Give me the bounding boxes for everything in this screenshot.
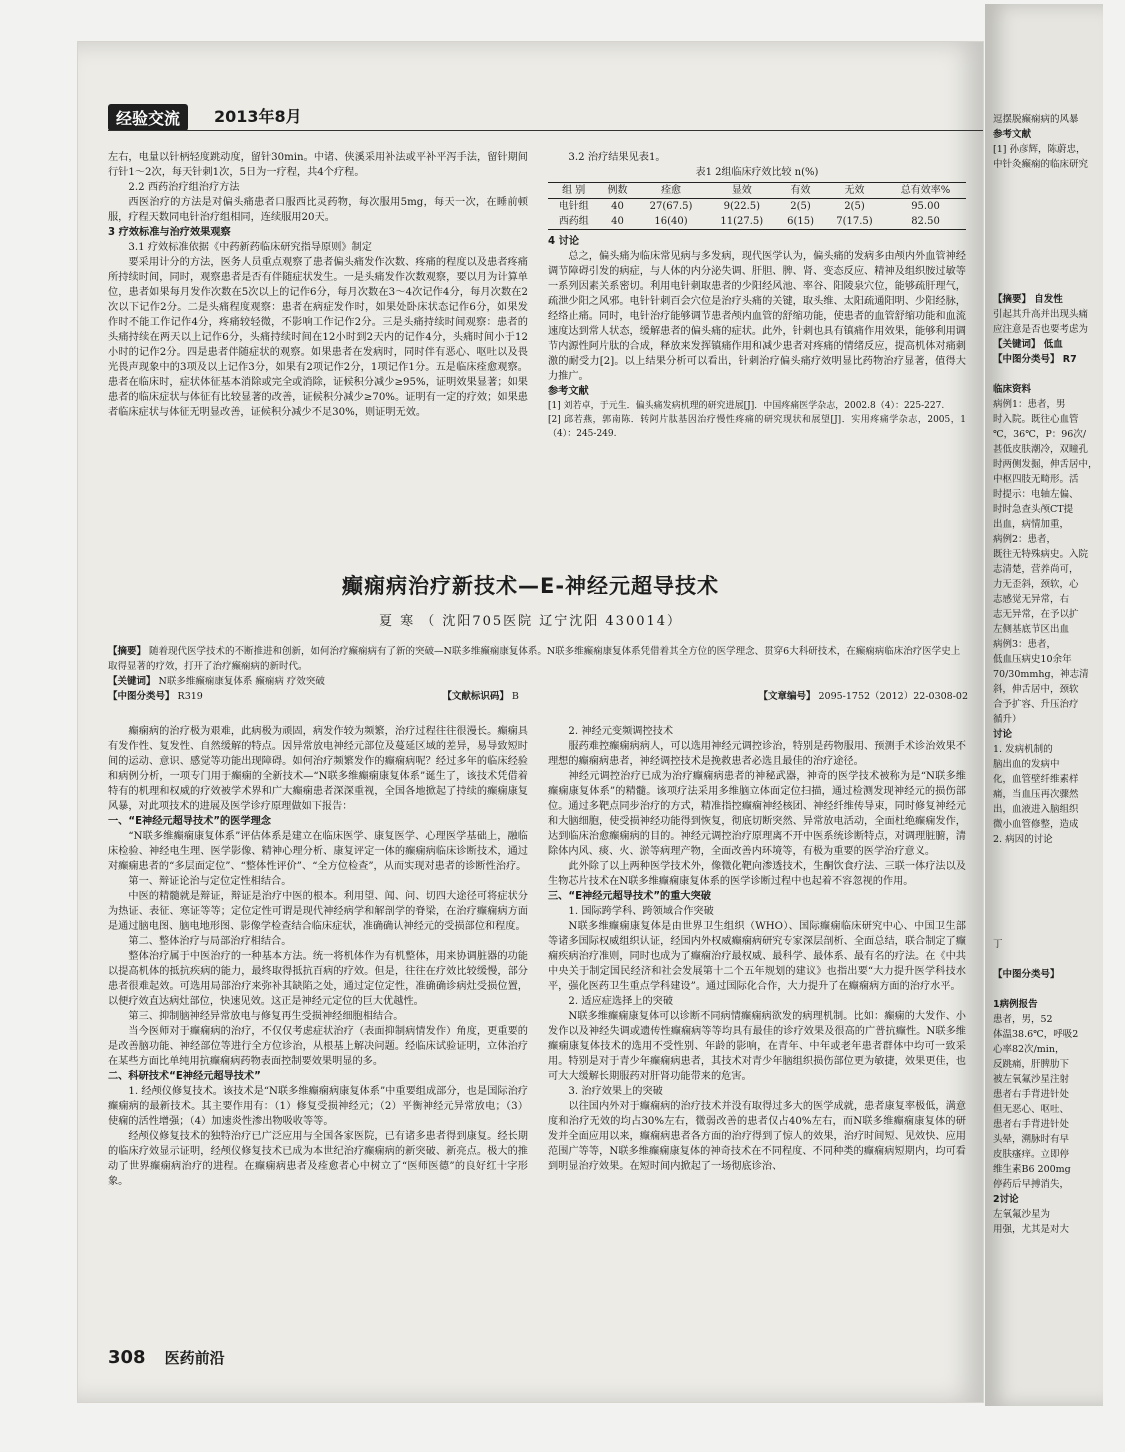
adjacent-page-line: 力无歪斜，颈软，心 bbox=[993, 579, 1079, 590]
adjacent-page-line bbox=[993, 277, 1103, 292]
adjacent-page-line bbox=[993, 952, 1103, 967]
body-left-column bbox=[108, 724, 528, 1189]
adjacent-page-line: 中针灸癫痫的临床研究 bbox=[993, 159, 1089, 170]
reference-item: [2] 邱若燕，郭南陈．转阿片肽基因治疗慢性疼痛的研究现状和展望[J]．实用疼痛学杂志，2005，1（4）：245-249. bbox=[548, 415, 966, 439]
references-title: 参考文献 bbox=[548, 386, 589, 397]
article-number-label: 【文章编号】 bbox=[758, 691, 816, 702]
adjacent-page-line: 维生素B6 200mg bbox=[993, 1164, 1071, 1175]
paragraph: 癫痫病的治疗极为艰难，此病极为顽固，病发作较为频繁，治疗过程往往很漫长。癫痫具有发作性、复发性、自然缓解的特点。因异常放电神经元部位及蔓延区域的差异，易导致短时间的运动、意识、感觉等功能出现障碍。如何治疗频繁发作的癫痫病呢？经过多年的临床经验和病例分析，一项专门用于癫痫的全新技术—“N联多维癫痫康复体系”诞生了，该技术凭借着特有的机理和权威的疗效被学术界和广大癫痫患者深深重视，全国各地掀起了持续的癫痫康复风暴，对此项技术的进展及医学诊疗原理做如下报告： bbox=[108, 726, 528, 812]
paragraph: 要采用计分的方法，医务人员重点观察了患者偏头痛发作次数、疼痛的程度以及患者疼痛所持续时间，同时，观察患者是否有伴随症状发生。一是头痛发作次数观察，要以月为计算单位，患者如果每月发作次数在5次以上的记作6分，每月次数在3～4次记作4分，每月次数在2次以下记作2分。二是头痛程度观察：患者在病症发作时，如果处卧床状态记作6分，如果发作时不能工作记作4分，疼痛较轻微，不影响工作记作2分。三是头痛持续时间观察：患者的头痛持续在两天以上记作6分，头痛持续时间在12小时到2天内的记作4分，头痛时间小于12小时的记作2分。四是患者伴随症状的观察。如果患者在发病时，同时伴有恶心、呕吐以及畏光畏声现象中的3项及以上记作3分，如果有2项记作2分，1项记作1分。五是临床痊愈观察。患者在临床时，症状体征基本消除或完全或消除，证候积分减少≥95%，证明效果显著；如果患者的临床症状与体征有比较显著的改善，证候积分减少≥70%。证明有一定的疗效；如果患者临床症状与体征无明显改善，证候积分减少不足30%，则证明无效。 bbox=[108, 257, 528, 418]
keywords bbox=[108, 674, 968, 689]
adjacent-page-line bbox=[993, 172, 1103, 187]
paragraph: 神经元调控治疗已成为治疗癫痫病患者的神秘武器，神奇的医学技术被称为是“N联多维癫痫康复体系”的精髓。该项疗法采用多维脑立体面定位扫描，通过检测发现神经元的损伤部位。通过多靶点同步治疗的方式，精准指控癫痫神经核团、神经纤维传导束，同时修复神经元和大脑细胞，使受损神经功能得到恢复，彻底切断突然、异常放电活动，全面杜绝癫痫发作，达到临床治愈癫痫病的目的。神经元调控治疗原理离不开中医系统诊断特点，对调理脏腑，清除体内风、痰、火、淤等病理产物，全面改善内环境等，有极为重要的医学治疗意义。 bbox=[548, 771, 966, 857]
adjacent-page-line: 参考文献 bbox=[993, 129, 1032, 140]
header-rule bbox=[108, 130, 983, 131]
table-cell: 7(17.5) bbox=[836, 216, 873, 227]
subheading: 2. 适应症选择上的突破 bbox=[568, 996, 674, 1007]
adjacent-page-line bbox=[993, 367, 1103, 382]
adjacent-page-line: 病例2：患者， bbox=[993, 534, 1057, 545]
adjacent-page-line: [1] 孙彦辉，陈蔚忠， bbox=[993, 144, 1086, 155]
adjacent-page-line: 1. 发病机制的 bbox=[993, 744, 1053, 755]
adjacent-page-line: 出血，病情加重， bbox=[993, 519, 1070, 530]
issue-date: 2013年8月 bbox=[214, 107, 302, 126]
doc-code-value: B bbox=[511, 691, 519, 702]
adjacent-page-line: 志无异常，在予以扩 bbox=[993, 609, 1079, 620]
adjacent-page-line: 【摘要】 自发性 bbox=[993, 294, 1063, 305]
adjacent-page-line: 逗摆脱癫痫病的风暴 bbox=[993, 114, 1079, 125]
subheading: 1. 国际跨学科、跨领域合作突破 bbox=[568, 906, 714, 917]
paragraph: 整体治疗属于中医治疗的一种基本方法。统一将机体作为有机整体，用来协调脏器的功能以提高机体的抵抗疾病的能力，最终取得抵抗百病的疗效。但是，往往在疗效比较缓慢，部分患者很难起效。可选用局部治疗来弥补其缺陷之处，通过定位定性，准确确诊病灶受损位置，以便疗效直达病灶部位，快速见效。这正是神经元定位的巨大优越性。 bbox=[108, 951, 528, 1007]
abstract bbox=[108, 644, 968, 674]
adjacent-page-line: 志感觉无异常，右 bbox=[993, 594, 1070, 605]
top-right-column bbox=[548, 150, 966, 441]
article-number-value: 2095-1752（2012）22-0308-02 bbox=[818, 691, 968, 702]
adjacent-page-line: 微小血管修整，造成 bbox=[993, 819, 1079, 830]
subheading: 第三、抑制脑神经异常放电与修复再生受损神经细胞相结合。 bbox=[128, 1011, 404, 1022]
adjacent-page-line: 出，血液进入脑组织 bbox=[993, 804, 1079, 815]
adjacent-page-line: 但无恶心、呕吐、 bbox=[993, 1104, 1070, 1115]
adjacent-page-line: 时时急查头颅CT提 bbox=[993, 504, 1074, 515]
subheading: 第一、辩证论治与定位定性相结合。 bbox=[128, 876, 292, 887]
results-table bbox=[548, 182, 966, 230]
adjacent-page-line: 心率82次/min， bbox=[993, 1044, 1065, 1055]
subheading: 3.2 治疗结果见表1。 bbox=[568, 152, 666, 163]
page-number: 308 bbox=[108, 1347, 146, 1368]
adjacent-page-line: 停药后早搏消失， bbox=[993, 1179, 1070, 1190]
adjacent-page-line: 痛，当血压再次骤然 bbox=[993, 789, 1079, 800]
abstract-label: 【摘要】 bbox=[108, 646, 147, 657]
adjacent-page-line bbox=[993, 982, 1103, 997]
section-heading: 一、“E神经元超导技术”的医学理念 bbox=[108, 816, 271, 827]
adjacent-page-line: 低血压病史10余年 bbox=[993, 654, 1072, 665]
paragraph: 中医的精髓就是辩证，辩证是治疗中医的根本。利用望、闻、问、切四大途径可将症状分为热证、表征、寒证等等；定位定性可谓是现代神经病学和解剖学的脊梁，在治疗癫痫病方面是通过脑电图、脑电地形图、影像学检查结合临床症状，准确确认神经元的受损部位和程度。 bbox=[108, 891, 528, 932]
table-header-cell: 显效 bbox=[731, 185, 752, 196]
adjacent-page-line bbox=[993, 862, 1103, 877]
adjacent-page-line: 时两侧发掘，伸舌居中， bbox=[993, 459, 1098, 470]
table-cell: 电针组 bbox=[558, 201, 589, 212]
adjacent-page-line: 皮肤瘙痒。立即停 bbox=[993, 1149, 1070, 1160]
adjacent-page-line: 2讨论 bbox=[993, 1194, 1019, 1205]
table-row bbox=[548, 199, 966, 215]
table-cell: 2(5) bbox=[844, 201, 865, 212]
adjacent-page-line: 70/30mmhg，神志清 bbox=[993, 669, 1089, 680]
table-header-cell: 痊愈 bbox=[661, 185, 682, 196]
adjacent-page-line: 合予扩容、升压治疗 bbox=[993, 699, 1079, 710]
adjacent-page-line: 中枢四肢无畸形。活 bbox=[993, 474, 1079, 485]
table-body bbox=[548, 199, 966, 230]
paragraph: 此外除了以上两种医学技术外，像微化靶向渗透技术，生酮饮食疗法、三联一体疗法以及生物芯片技术在N联多维癫痫康复体系的医学诊断过程中也起着不容忽视的作用。 bbox=[548, 861, 966, 887]
adjacent-page-line: 2. 病因的讨论 bbox=[993, 834, 1053, 845]
table-header-row bbox=[548, 183, 966, 199]
adjacent-page-line: 时提示：电轴左偏、 bbox=[993, 489, 1079, 500]
adjacent-page-line: 丁 bbox=[993, 939, 1003, 950]
adjacent-page-line bbox=[993, 187, 1103, 202]
table-cell: 95.00 bbox=[911, 201, 940, 212]
table-header-cell: 有效 bbox=[790, 185, 811, 196]
table-cell: 2(5) bbox=[790, 201, 811, 212]
adjacent-page-line: 体温38.6℃，呼吸2 bbox=[993, 1029, 1079, 1040]
adjacent-page-line bbox=[993, 247, 1103, 262]
adjacent-page-line bbox=[993, 262, 1103, 277]
paragraph: 当今医师对于癫痫病的治疗，不仅仅考虑症状治疗（表面抑制病情发作）角度，更重要的是改善脑功能、神经部位等进行全方位诊治，从根基上解决问题。经临床试验证明，立体治疗在某些方面比单纯用抗癫痫病药物表面控制要效果明显的多。 bbox=[108, 1026, 528, 1067]
classification-line bbox=[108, 689, 968, 704]
adjacent-page-line: 【中图分类号】 R7 bbox=[993, 354, 1077, 365]
reference-item: [1] 刘若卓，于元生．偏头痛发病机理的研究进展[J]．中国疼痛医学杂志，2002.8（4）：225-227. bbox=[548, 401, 945, 411]
paragraph: N联多维癫痫康复体可以诊断不同病情癫痫病欲发的病理机制。比如：癫痫的大发作、小发作以及神经失调或遗传性癫痫病等等均具有最佳的诊疗效果及很高的广普抗癫性。N联多维癫痫康复体技术的选用不受性别、年龄的影响，在青年、中年或老年患者群体中均可一致采用。特别是对于青少年癫痫病患者，其技术对青少年脑组织损伤部位更为敏捷，效果更佳，也可大大缓解长期服药对肝肾功能带来的危害。 bbox=[548, 1011, 966, 1082]
article-author: 夏 寒 （ 沈阳705医院 辽宁沈阳 430014） bbox=[378, 614, 683, 629]
adjacent-page-line: 患者右手背进针处 bbox=[993, 1089, 1070, 1100]
paragraph: 服药难控癫痫病病人，可以选用神经元调控诊治，特别是药物服用、预测手术诊治效果不理想的癫痫病患者，神经调控技术是挽救患者必选且最佳的治疗途径。 bbox=[548, 741, 966, 767]
adjacent-page-line: 病例3：患者， bbox=[993, 639, 1057, 650]
adjacent-page-line: 病例1：患者，男 bbox=[993, 399, 1066, 410]
table-cell: 40 bbox=[611, 201, 624, 212]
adjacent-page-line bbox=[993, 847, 1103, 862]
clc-value: R319 bbox=[177, 691, 203, 702]
subheading: 2.2 西药治疗组治疗方法 bbox=[128, 182, 240, 193]
adjacent-page-line: 甚低皮肤潮冷，双瞳孔 bbox=[993, 444, 1089, 455]
paragraph: 1. 经颅仪修复技术。该技术是“N联多维癫痫病康复体系”中重要组成部分，也是国际治疗癫痫病的最新技术。其主要作用有：（1）修复受损神经元；（2）平衡神经元异常放电；（3）使痫的活性增强；（4）加速炎性渗出物吸收等等。 bbox=[108, 1086, 528, 1127]
adjacent-page-line: 斜，伸舌居中，颈软 bbox=[993, 684, 1079, 695]
subheading: 3.1 疗效标准依据《中药新药临床研究指导原则》制定 bbox=[128, 242, 372, 253]
abstract-block bbox=[108, 644, 968, 704]
adjacent-page-line: 【关键词】 低血 bbox=[993, 339, 1063, 350]
adjacent-page-line: 患者，男，52 bbox=[993, 1014, 1053, 1025]
table-cell: 82.50 bbox=[911, 216, 940, 227]
adjacent-page-line: 应注意是否也要考虑为 bbox=[993, 324, 1089, 335]
page-header bbox=[108, 104, 983, 134]
adjacent-page-line: ℃，36℃，P：96次/ bbox=[993, 429, 1087, 440]
table-header-cell: 组 别 bbox=[562, 185, 586, 196]
adjacent-page bbox=[985, 4, 1103, 1406]
adjacent-page-line: 引起其升高并出现头痛 bbox=[993, 309, 1089, 320]
body-right-column bbox=[548, 724, 966, 1174]
adjacent-page-line: 用强，尤其是对大 bbox=[993, 1224, 1070, 1235]
adjacent-page-line: 志清楚，营养尚可， bbox=[993, 564, 1079, 575]
adjacent-page-line bbox=[993, 922, 1103, 937]
table-header-cell: 总有效率% bbox=[900, 185, 951, 196]
table-row bbox=[548, 214, 966, 230]
section-heading: 4 讨论 bbox=[548, 236, 580, 247]
adjacent-page-line: 循升） bbox=[993, 714, 1022, 725]
paragraph: 以往国内外对于癫痫病的治疗技术并没有取得过多大的医学成就，患者康复率极低，满意度和治疗无效的均占30%左右，微弱改善的患者仅占40%左右，而N联多维癫痫康复体的研发并全面应用以来，癫痫病患者各方面的治疗得到了惊人的效果，治疗时间短、见效快、应用范围广等等，N联多维癫痫康复体的神奇技术在不同程度、不同种类的癫痫病短期内，均可看到明显治疗效果。在短时间内掀起了一场彻底诊治、 bbox=[548, 1101, 966, 1172]
article-title: 癫痫病治疗新技术—E-神经元超导技术 bbox=[341, 574, 720, 598]
section-heading: 二、科研技术“E神经元超导技术” bbox=[108, 1071, 261, 1082]
adjacent-page-line: 化，血管壁纤维素样 bbox=[993, 774, 1079, 785]
adjacent-page-line bbox=[993, 877, 1103, 892]
adjacent-page-line: 时入院。既往心血管 bbox=[993, 414, 1079, 425]
subheading: 第二、整体治疗与局部治疗相结合。 bbox=[128, 936, 292, 947]
adjacent-page-line: 反跳痛，肝脾肋下 bbox=[993, 1059, 1070, 1070]
adjacent-page-line: 患者右手背进针处 bbox=[993, 1119, 1070, 1130]
table-cell: 40 bbox=[611, 216, 624, 227]
paragraph: “N联多维癫痫康复体系”评估体系是建立在临床医学、康复医学、心理医学基础上，融临床检验、神经电生理、医学影像、精神心理分析、康复评定一体的癫痫病临床诊断技术，通过对癫痫患者的“多层面定位”、“整体性评价”、“全方位检查”，从而实现对患者的诊断性治疗。 bbox=[108, 831, 528, 872]
paragraph: 西医治疗的方法是对偏头痛患者口服西比灵药物，每次服用5mg，每天一次，在睡前顿服，疗程天数同电针治疗组相同，连续服用20天。 bbox=[108, 197, 528, 223]
adjacent-page-line bbox=[993, 892, 1103, 907]
table-cell: 16(40) bbox=[654, 216, 688, 227]
abstract-text: 随着现代医学技术的不断推进和创新，如何治疗癫痫病有了新的突破—N联多维癫痫康复体系。N联多维癫痫康复体系凭借着其全方位的医学理念、贯穿6大科研技术，在癫痫病临床治疗医学史上取得显著的疗效，打开了治疗癫痫病的新时代。 bbox=[108, 646, 961, 672]
adjacent-page-line bbox=[993, 232, 1103, 247]
clc-label: 【中图分类号】 bbox=[108, 691, 175, 702]
table-cell: 6(15) bbox=[787, 216, 814, 227]
keywords-label: 【关键词】 bbox=[108, 676, 156, 687]
adjacent-page-line: 讨论 bbox=[993, 729, 1013, 740]
table-caption: 表1 2组临床疗效比较 n(%) bbox=[695, 167, 819, 178]
adjacent-page-line: 【中图分类号】 bbox=[993, 969, 1060, 980]
table-cell: 27(67.5) bbox=[649, 201, 693, 212]
table-cell: 9(22.5) bbox=[723, 201, 761, 212]
adjacent-page-line: 脑出血的发病中 bbox=[993, 759, 1060, 770]
adjacent-page-line: 左侧基底节区出血 bbox=[993, 624, 1070, 635]
adjacent-page-line: 1病例报告 bbox=[993, 999, 1038, 1010]
adjacent-page-line bbox=[993, 217, 1103, 232]
adjacent-page-line: 左氧氟沙星为 bbox=[993, 1209, 1051, 1220]
adjacent-page-line: 头晕，溯脉时有早 bbox=[993, 1134, 1070, 1145]
adjacent-page-line bbox=[993, 202, 1103, 217]
top-left-column bbox=[108, 150, 528, 420]
table-cell: 11(27.5) bbox=[720, 216, 764, 227]
paragraph: N联多维癫痫康复体是由世界卫生组织（WHO）、国际癫痫临床研究中心、中国卫生部等诸多国际权威组织认证，经国内外权威癫痫病研究专家深层剖析、全面总结，联合制定了癫痫疾病治疗准则，同时也成为了癫痫治疗最权威、最科学、最体系、最有名的疗法。在《中共中央关于制定国民经济和社会发展第十二个五年规划的建议》也指出要“大力提升医学科技水平，强化医药卫生重点学科建设”。通过国际化合作，大力提升了在癫痫病方面的治疗水平。 bbox=[548, 921, 966, 992]
section-tag: 经验交流 bbox=[108, 104, 188, 131]
adjacent-page-line: 被左氧氟沙星注射 bbox=[993, 1074, 1070, 1085]
section-heading: 3 疗效标准与治疗效果观察 bbox=[108, 227, 231, 238]
page-footer bbox=[108, 1347, 225, 1368]
table-header-cell: 无效 bbox=[844, 185, 865, 196]
journal-page bbox=[78, 42, 983, 1402]
section-heading: 三、“E神经元超导技术”的重大突破 bbox=[548, 891, 711, 902]
adjacent-page-line: 既往无特殊病史。入院 bbox=[993, 549, 1089, 560]
doc-code-label: 【文献标识码】 bbox=[442, 691, 509, 702]
paragraph: 经颅仪修复技术的独特治疗已广泛应用与全国各家医院，已有诸多患者得到康复。经长期的临床疗效显示证明，经颅仪修复技术已成为本世纪治疗癫痫病的新突破、新亮点。极大的推动了世界癫痫病治疗的进程。在癫痫病患者及痊愈者心中树立了“医师医德”的良好红十字形象。 bbox=[108, 1131, 528, 1187]
paragraph: 左右，电量以针柄轻度跳动度，留针30min。中诸、侠溪采用补法或平补平泻手法，留针期间行针1～2次，每天针刺1次，5日为一疗程，共4个疗程。 bbox=[108, 152, 528, 178]
journal-name: 医药前沿 bbox=[164, 1349, 225, 1367]
keywords-text: N联多维癫痫康复体系 癫痫病 疗效突破 bbox=[158, 676, 325, 687]
paragraph: 总之，偏头痛为临床常见病与多发病，现代医学认为，偏头痛的发病多由颅内外血管神经调节障碍引发的病症，与人体的内分泌失调、肝胆、脾、肾、变态反应、精神及组织胺过敏等一系列因素关系密切。利用电针刺取患者的少阳经风池、率谷、阳陵泉穴位，能够疏肝理气，疏泄少阳之风邪。电针针刺百会穴位是治疗头痛的关键，取头维、太阳疏通阳明、少阳经脉，经络止痛。同时，电针治疗能够调节患者颅内血管的舒缩功能，使患者的血管舒缩功能和血流速度达到常人状态，缓解患者的偏头痛的症状。此外，针刺也具有镇痛作用效果，能够利用调节内源性阿片肽的合成，释放来发挥镇痛作用和减少患者对疼痛的情绪反应，提高机体对痛刺激的耐受力[2]。以上结果分析可以看出，针刺治疗偏头痛疗效明显比药物治疗显著，值得大力推广。 bbox=[548, 251, 966, 382]
table-header-cell: 例数 bbox=[607, 185, 628, 196]
adjacent-page-line bbox=[993, 907, 1103, 922]
subheading: 2. 神经元变频调控技术 bbox=[568, 726, 674, 737]
table-cell: 西药组 bbox=[558, 216, 589, 227]
adjacent-page-text bbox=[993, 112, 1103, 1237]
subheading: 3. 治疗效果上的突破 bbox=[568, 1086, 663, 1097]
adjacent-page-line: 临床资料 bbox=[993, 384, 1032, 395]
